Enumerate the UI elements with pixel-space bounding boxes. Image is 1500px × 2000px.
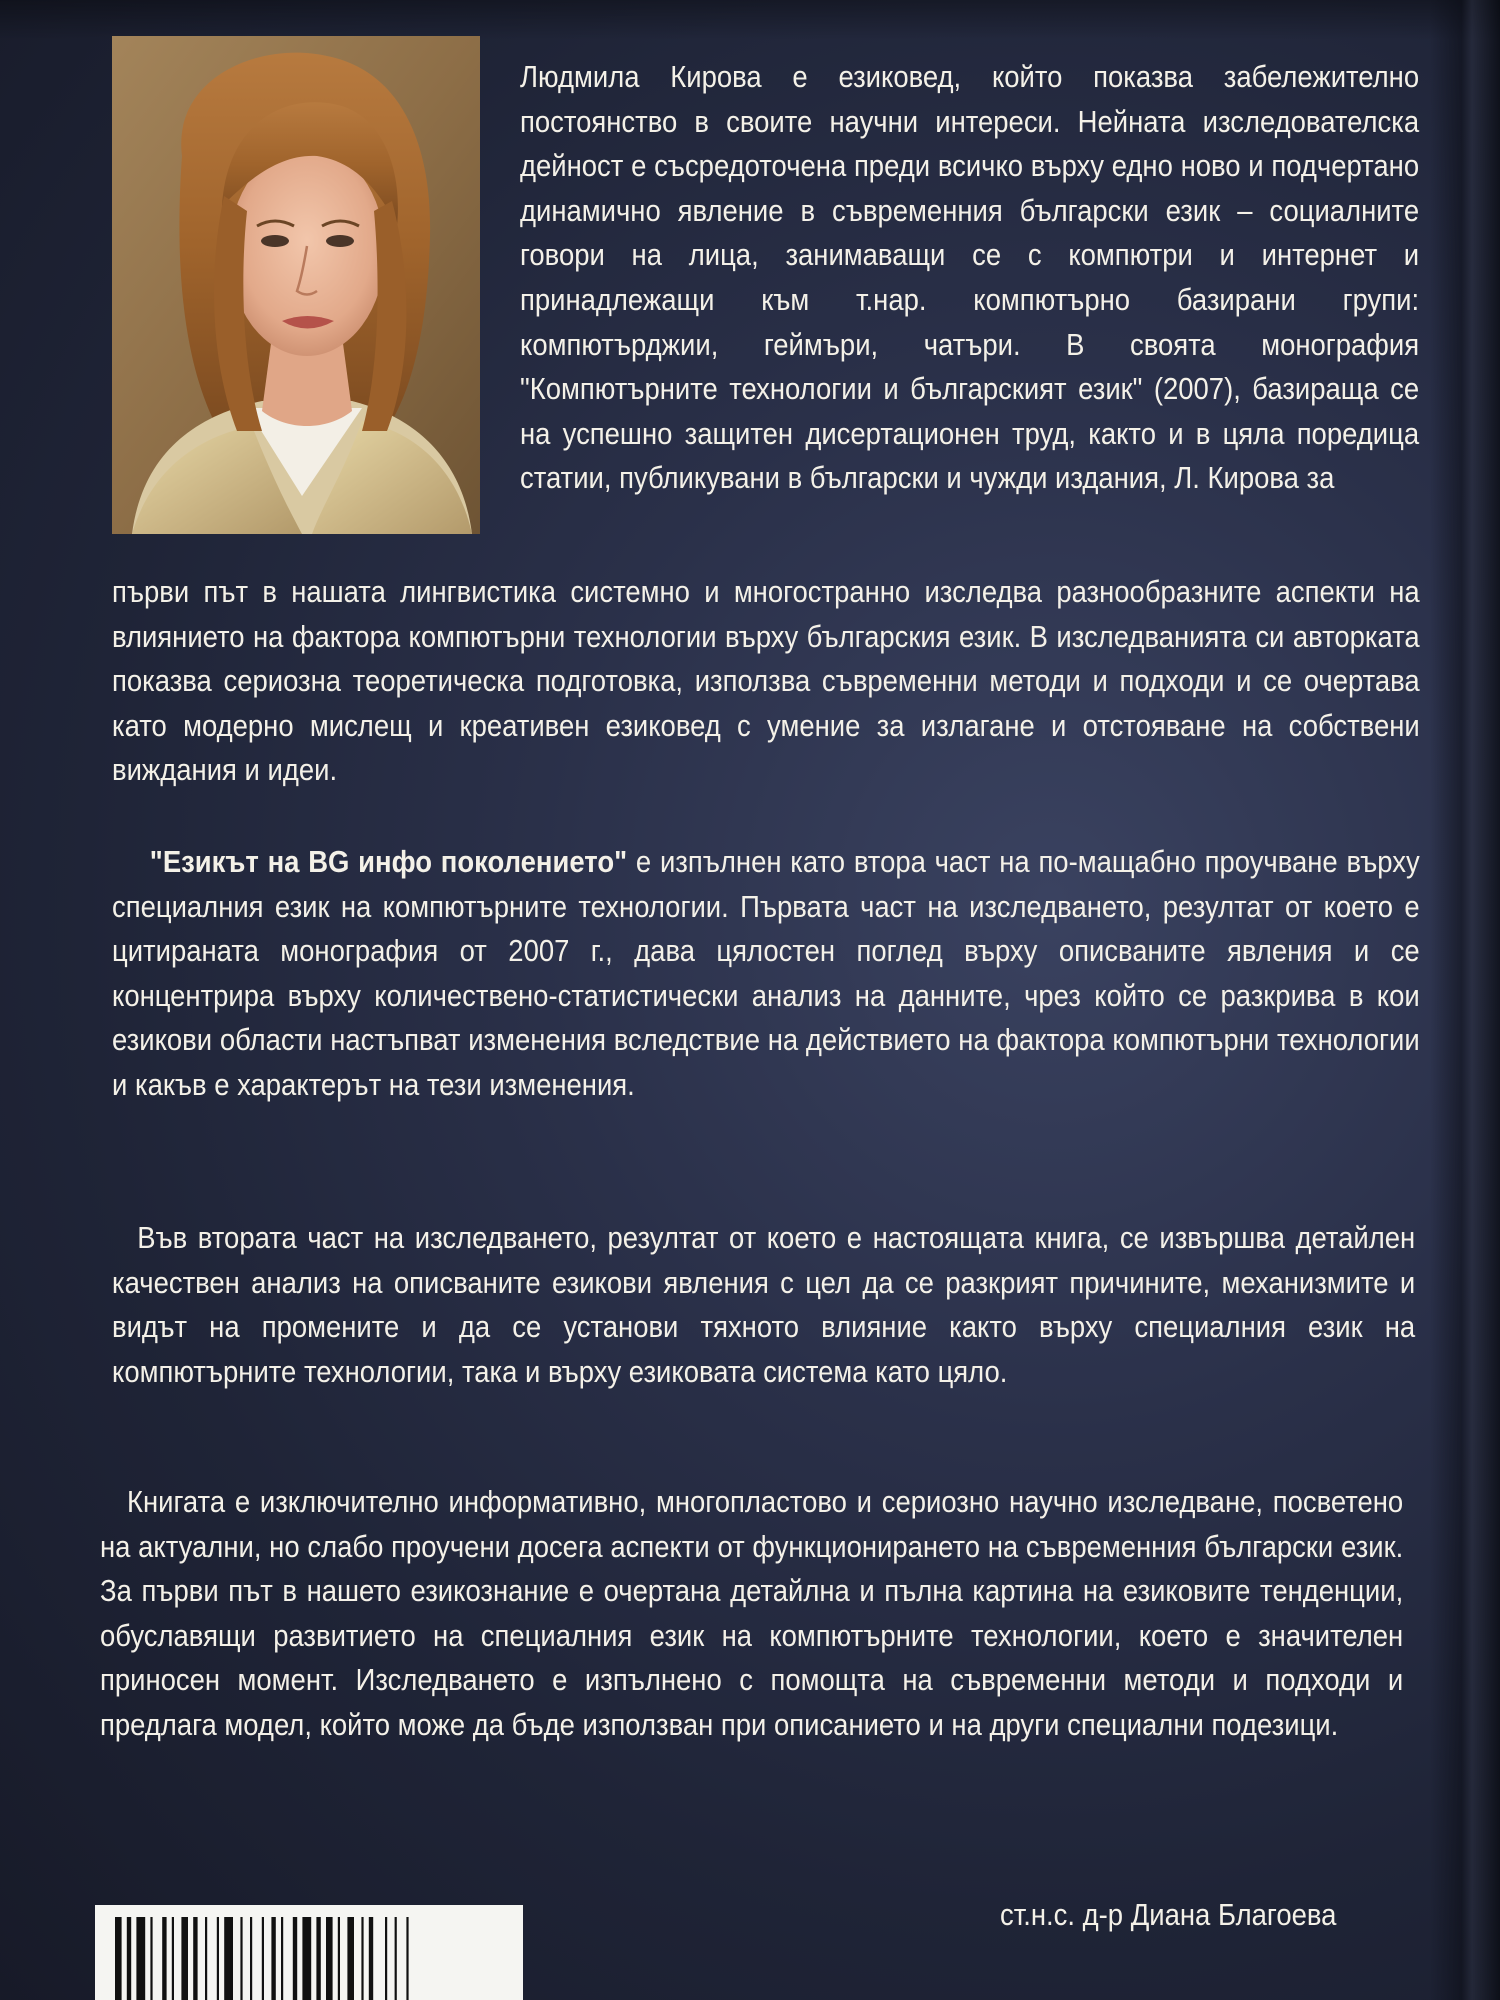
barcode <box>95 1905 523 2000</box>
author-bio-bottom: първи път в нашата лингвистика системно и многостранно изследва разнообразните аспекти на влиянието на фактора компютърни технологии върху българския език. В изследванията си авторката показва сериозна теоретическа подготовка, използва съвременни методи и подходи и се очертава като модерно мислещ и креативен езиковед с умение за излагане и отстояване на собствени виждания и идеи. <box>112 575 1420 788</box>
cover-crease <box>0 0 1500 40</box>
author-bio-top: Людмила Кирова е езиковед, който показва забележително постоянство в своите научни интереси. Нейната изследователска дейност е съсредоточена преди всичко върху едно ново и подчертано динамично явление в съвременния български език – социалните говори на лица, занимаващи се с компютри и интернет и принадлежащи към т.нар. компютърно базирани групи: компютърджии, геймъри, чатъри. В своята монография "Компютърните технологии и българският език" (2007), базираща се на успешно защитен дисертационен труд, както и в цяла поредица статии, публикувани в български и чужди издания, Л. Кирова за <box>520 60 1420 496</box>
paragraph-book-intro-text: е изпълнен като втора част на по-мащабно проучване върху специалния език на компютърните технологии. Първата част на изследването, резултат от което е цитираната монография от 2007 г., дава цялостен поглед върху описваните явления и се концентрира върху количествено-статистически анализ на данните, чрез който се разкрива в кои езикови области настъпват изменения вследствие на действието на фактора компютърни технологии и какъв е характерът на тези изменения. <box>112 845 1420 1102</box>
paragraph-book-intro <box>112 840 1420 1108</box>
paragraph-book-assessment: Книгата е изключително информативно, многопластово и сериозно научно изследване, посветено на актуални, но слабо проучени досега аспекти от функционирането на съвременния български език. За първи път в нашето езикознание е очертана детайлна и пълна картина на езиковите тенденции, обуславящи развитието на специалния език на компютърните технологии, което е значителен приносен момент. Изследването е изпълнено с помощта на съвременни методи и подходи и предлага модел, който може да бъде използван при описанието и на други специални подезици. <box>100 1485 1404 1742</box>
reviewer-signature: ст.н.с. д-р Диана Благоева <box>1000 1898 1337 1932</box>
author-portrait <box>112 36 480 534</box>
spine-edge <box>1430 0 1500 2000</box>
paragraph-second-part: Във втората част на изследването, резултат от което е настоящата книга, се извършва детайлен качествен анализ на описваните езикови явления с цел да се разкрият причините, механизмите и видът на промените и да се установи тяхното влияние както върху специалния език на компютърните технологии, така и върху езиковата система като цяло. <box>112 1221 1416 1389</box>
book-title: "Езикът на BG инфо поколението" <box>149 845 628 879</box>
